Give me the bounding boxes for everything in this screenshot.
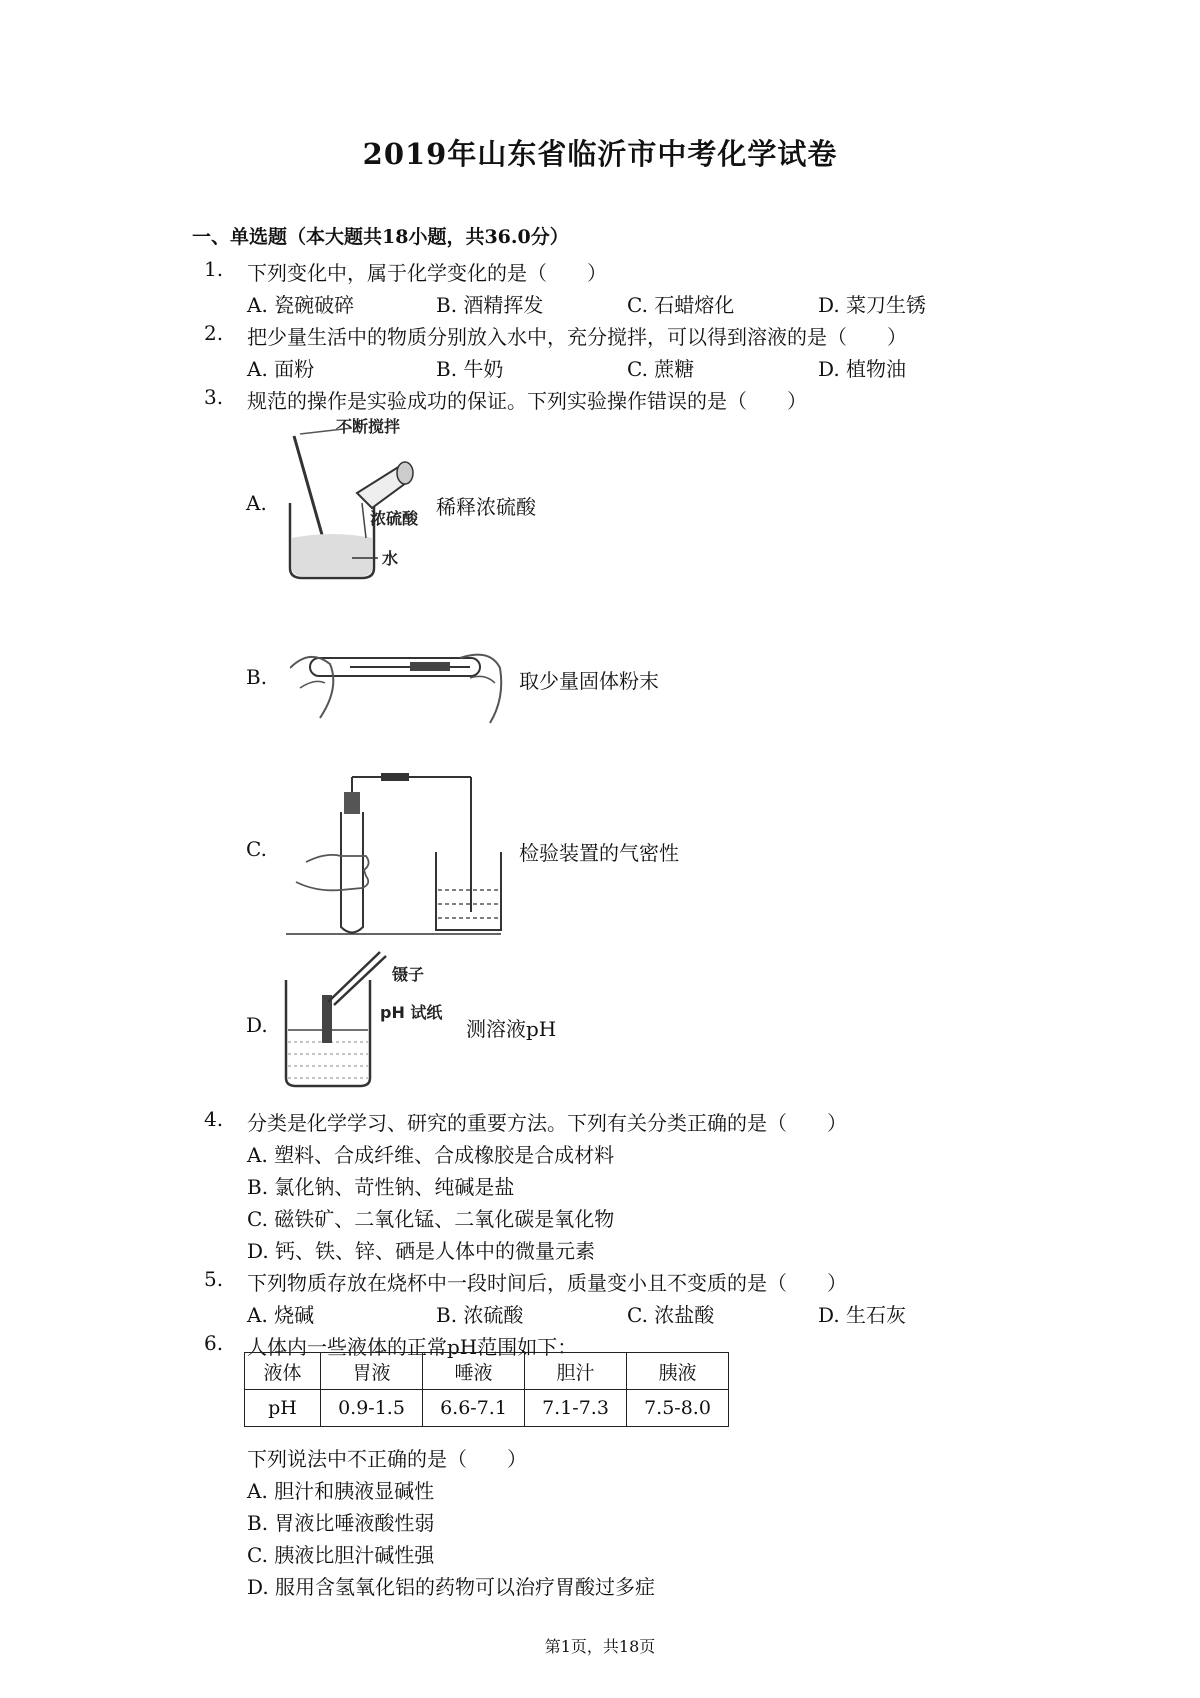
- question-text: 下列变化中，属于化学变化的是（ ）: [247, 261, 607, 285]
- option-a: A. 瓷碗破碎: [247, 293, 355, 317]
- figure-label-b: B.: [246, 665, 268, 689]
- table-cell: 胆汁: [525, 1353, 627, 1390]
- option-c: C. 胰液比胆汁碱性强: [247, 1543, 435, 1567]
- figure-caption-a: 稀释浓硫酸: [436, 495, 536, 519]
- question-number: 3.: [204, 385, 224, 409]
- figure-label-a: A.: [246, 491, 267, 515]
- figure-label-c: C.: [246, 837, 267, 861]
- figure-caption-c: 检验装置的气密性: [519, 841, 679, 865]
- dilute-acid-figure: [282, 418, 442, 588]
- section-header: 一、单选题（本大题共18小题，共36.0分）: [192, 226, 569, 248]
- option-b: B. 浓硫酸: [436, 1303, 524, 1327]
- annotation-ph-paper: pH 试纸: [380, 1003, 443, 1022]
- option-d: D. 生石灰: [818, 1303, 907, 1327]
- option-a: A. 胆汁和胰液显碱性: [247, 1479, 435, 1503]
- question-text: 分类是化学学习、研究的重要方法。下列有关分类正确的是（ ）: [247, 1111, 847, 1135]
- option-c: C. 浓盐酸: [627, 1303, 715, 1327]
- table-cell: 唾液: [423, 1353, 525, 1390]
- question-number: 2.: [204, 321, 224, 345]
- annotation-acid: 浓硫酸: [370, 509, 419, 528]
- table-cell: pH: [245, 1390, 321, 1427]
- option-b: B. 酒精挥发: [436, 293, 544, 317]
- question-text: 规范的操作是实验成功的保证。下列实验操作错误的是（ ）: [247, 389, 807, 413]
- figure-caption-b: 取少量固体粉末: [519, 669, 659, 693]
- option-d: D. 植物油: [818, 357, 907, 381]
- page-footer: 第1页，共18页: [544, 1637, 656, 1656]
- option-c: C. 磁铁矿、二氧化锰、二氧化碳是氧化物: [247, 1207, 615, 1231]
- option-c: C. 蔗糖: [627, 357, 695, 381]
- option-c: C. 石蜡熔化: [627, 293, 735, 317]
- figure-caption-d: 测溶液pH: [466, 1017, 557, 1041]
- option-b: B. 牛奶: [436, 357, 504, 381]
- annotation-stir: 不断搅拌: [336, 418, 401, 436]
- table-cell: 胃液: [321, 1353, 423, 1390]
- option-d: D. 钙、铁、锌、硒是人体中的微量元素: [247, 1239, 596, 1263]
- option-d: D. 服用含氢氧化铝的药物可以治疗胃酸过多症: [247, 1575, 656, 1599]
- annotation-water: 水: [382, 549, 399, 568]
- table-cell: 胰液: [627, 1353, 729, 1390]
- option-a: A. 面粉: [247, 357, 315, 381]
- table-cell: 7.5-8.0: [627, 1390, 729, 1427]
- ph-test-figure: [280, 950, 466, 1090]
- table-cell: 6.6-7.1: [423, 1390, 525, 1427]
- question-text: 人体内一些液体的正常pH范围如下：: [247, 1335, 578, 1359]
- test-tube-powder-figure: [290, 628, 510, 726]
- table-header-row: [245, 1353, 729, 1390]
- airtightness-figure: [286, 772, 516, 942]
- table-row: [245, 1390, 729, 1427]
- table-cell: 7.1-7.3: [525, 1390, 627, 1427]
- option-a: A. 塑料、合成纤维、合成橡胶是合成材料: [247, 1143, 615, 1167]
- option-a: A. 烧碱: [247, 1303, 315, 1327]
- option-b: B. 胃液比唾液酸性弱: [247, 1511, 435, 1535]
- ph-table: [244, 1352, 729, 1427]
- annotation-tweezers: 镊子: [392, 965, 425, 984]
- option-d: D. 菜刀生锈: [818, 293, 927, 317]
- question-number: 4.: [204, 1107, 224, 1131]
- question-text: 下列物质存放在烧杯中一段时间后，质量变小且不变质的是（ ）: [247, 1271, 847, 1295]
- figure-label-d: D.: [246, 1013, 268, 1037]
- option-b: B. 氯化钠、苛性钠、纯碱是盐: [247, 1175, 515, 1199]
- question-followup: 下列说法中不正确的是（ ）: [247, 1447, 527, 1471]
- question-number: 6.: [204, 1331, 224, 1355]
- question-number: 1.: [204, 257, 224, 281]
- question-text: 把少量生活中的物质分别放入水中，充分搅拌，可以得到溶液的是（ ）: [247, 325, 907, 349]
- question-number: 5.: [204, 1267, 224, 1291]
- table-cell: 液体: [245, 1353, 321, 1390]
- page-title: 2019年山东省临沂市中考化学试卷: [362, 137, 838, 171]
- table-cell: 0.9-1.5: [321, 1390, 423, 1427]
